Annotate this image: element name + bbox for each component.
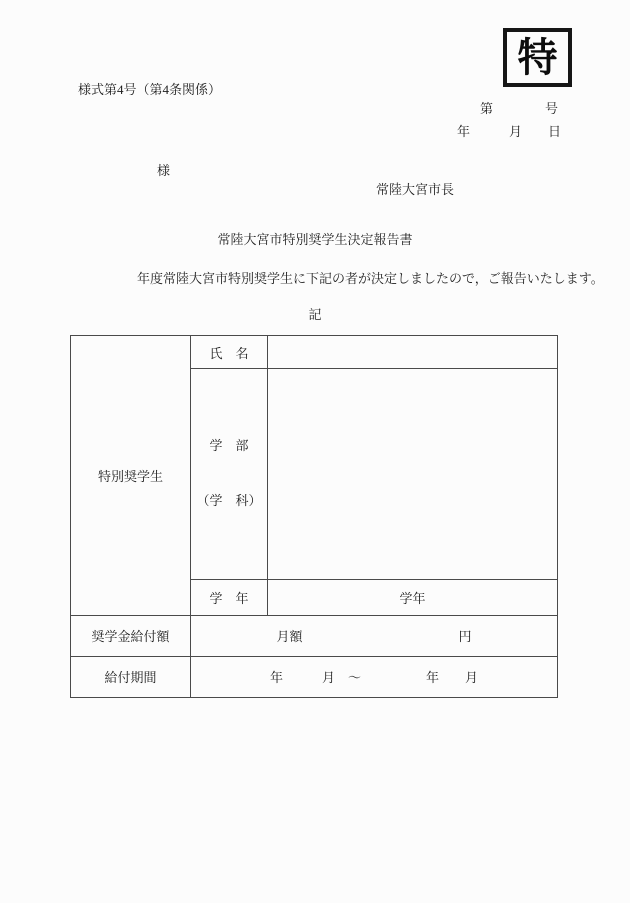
cell-faculty-label [191,369,268,580]
cell-faculty-label-line1: 学 部 [209,438,249,454]
document-title: 常陸大宮市特別奨学生決定報告書 [217,232,413,247]
doc-number-line: 第 号 [479,101,558,116]
toku-stamp-box [503,28,572,87]
cell-amount-value: 月額 円 [191,615,558,656]
cell-period-label: 給付期間 [71,656,191,697]
toku-stamp-char: 特 [517,35,558,80]
cell-name-value [268,336,558,369]
cell-student-group-label: 特別奨学生 [71,336,191,616]
cell-faculty-value [268,369,558,580]
cell-period-value: 年 月 ～ 年 月 [191,656,558,697]
date-line: 年 月 日 [456,124,561,139]
cell-grade-label: 学 年 [191,579,268,615]
report-table [70,335,558,698]
form-number: 様式第4号（第4条関係） [78,82,222,97]
section-marker-ki: 記 [308,307,322,322]
cell-amount-label: 奨学金給付額 [71,615,191,656]
cell-name-label: 氏 名 [191,336,268,369]
cell-grade-value: 学年 [268,579,558,615]
body-text: 年度常陸大宮市特別奨学生に下記の者が決定しましたので，ご報告いたします。 [137,271,604,286]
cell-faculty-label-line2: （学 科） [196,492,262,508]
sender-mayor: 常陸大宮市長 [376,182,455,197]
addressee-sama: 様 [157,163,171,178]
